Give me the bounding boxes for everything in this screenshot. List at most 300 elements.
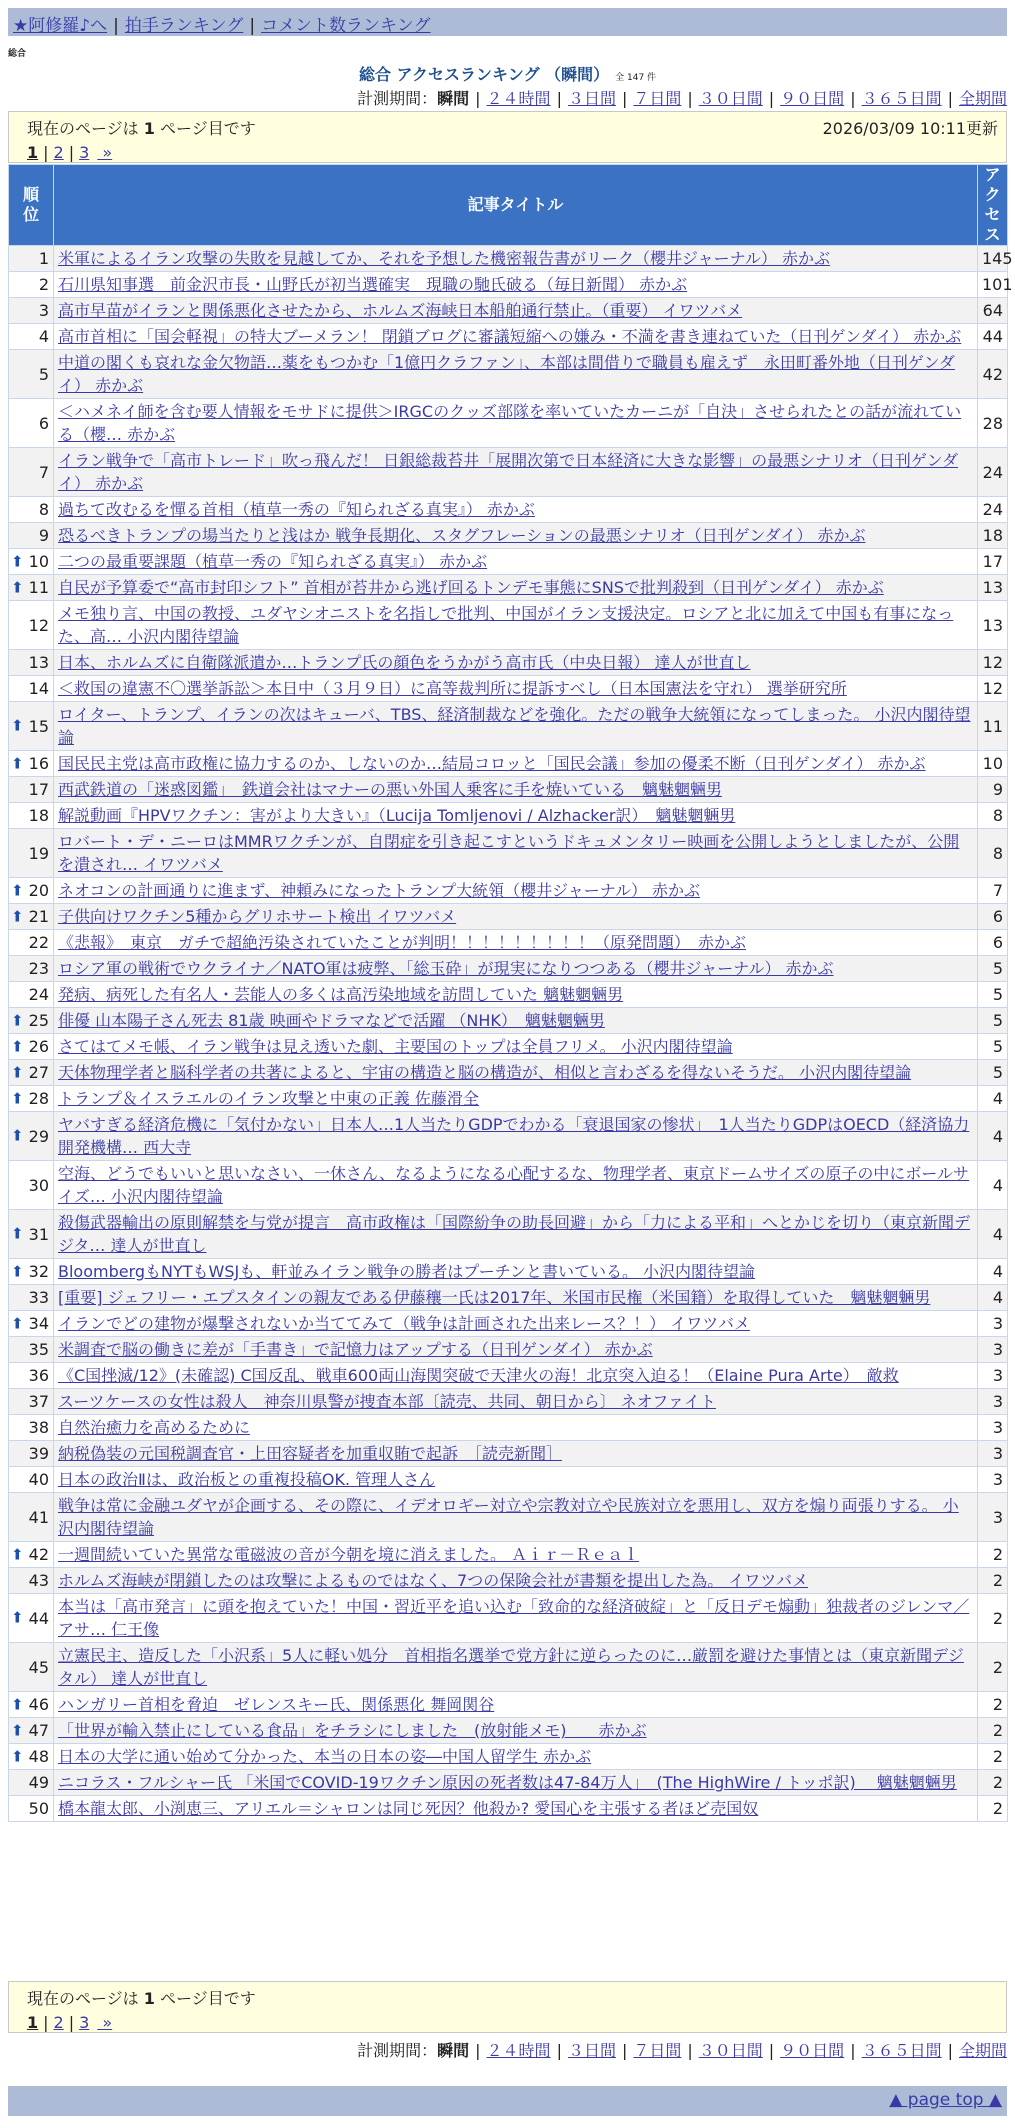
article-title-link[interactable]: 「世界が輸入禁止にしている食品」をチラシにしました (放射能メモ) 赤かぶ	[58, 1721, 647, 1740]
top-nav-bar	[8, 8, 1007, 36]
article-title-link[interactable]: ロバート・デ・ニーロはMMRワクチンが、自閉症を引き起こすというドキュメンタリー映画を公開しようとしましたが、公開を潰され… イワツバメ	[58, 832, 960, 874]
period-link[interactable]: ３０日間	[698, 89, 763, 108]
rank-number: 15	[28, 716, 49, 736]
page-title	[0, 62, 1015, 85]
current-page-suffix: ページ目です	[154, 119, 256, 138]
rank-cell	[9, 324, 54, 350]
article-title-link[interactable]: 日本の大学に通い始めて分かった、本当の日本の姿―中国人留学生 赤かぶ	[58, 1747, 592, 1766]
period-link[interactable]: ３０日間	[698, 2041, 763, 2060]
article-title-link[interactable]: 《悲報》 東京 ガチで超絶汚染されていたことが判明！！！！！！！！！（原発問題） 赤かぶ	[58, 933, 747, 952]
title-cell	[54, 956, 978, 982]
access-count: 18	[978, 523, 1008, 549]
period-separator: |	[556, 2041, 562, 2060]
table-row	[9, 1744, 1008, 1770]
article-title-link[interactable]: イラン戦争で「高市トレード」吹っ飛んだ！ 日銀総裁苔井「展開次第で日本経済に大きな影響」の最悪シナリオ（日刊ゲンダイ） 赤かぶ	[58, 451, 958, 493]
rank-cell	[9, 1796, 54, 1822]
access-count: 12	[978, 650, 1008, 676]
rank-header	[9, 165, 54, 246]
article-title-link[interactable]: メモ独り言、中国の教授、ユダヤシオニストを名指しで批判、中国がイラン支援決定。ロシアと北に加えて中国も有事になった、高… 小沢内閣待望論	[58, 604, 954, 646]
table-row	[9, 1363, 1008, 1389]
access-count: 3	[978, 1389, 1008, 1415]
rank-cell	[9, 777, 54, 803]
comment-ranking-link[interactable]: コメント数ランキング	[261, 16, 431, 36]
table-row	[9, 1060, 1008, 1086]
rank-cell	[9, 1692, 54, 1718]
rank-number: 50	[28, 1799, 49, 1818]
period-link[interactable]: ９０日間	[780, 2041, 845, 2060]
table-row	[9, 751, 1008, 777]
rank-cell	[9, 298, 54, 324]
title-cell	[54, 1337, 978, 1363]
title-cell	[54, 1441, 978, 1467]
table-row	[9, 1594, 1008, 1643]
page-link[interactable]: 3	[79, 143, 90, 162]
rank-cell	[9, 601, 54, 650]
rank-up-arrow-icon: ⬆	[11, 578, 24, 596]
article-title-link[interactable]: 日本の政治Ⅱは、政治板との重複投稿OK. 管理人さん	[58, 1470, 436, 1489]
rank-cell	[9, 803, 54, 829]
rank-up-arrow-icon: ⬆	[11, 1545, 24, 1563]
period-separator: |	[621, 2041, 628, 2060]
access-count: 4	[978, 1161, 1008, 1210]
rank-cell	[9, 246, 54, 272]
rank-cell	[9, 350, 54, 399]
access-count: 6	[978, 904, 1008, 930]
access-count: 3	[978, 1311, 1008, 1337]
article-title-link[interactable]: 天体物理学者と脳科学者の共著によると、宇宙の構造と脳の構造が、相似と言わざるを得ないそうだ。 小沢内閣待望論	[58, 1063, 912, 1082]
title-cell	[54, 829, 978, 878]
access-count: 5	[978, 1060, 1008, 1086]
rank-cell	[9, 1008, 54, 1034]
article-title-link[interactable]: 一週間続いていた異常な電磁波の音が今朝を境に消えました。 Ａｉｒ－Ｒｅａｌ	[58, 1545, 640, 1564]
article-title-link[interactable]: 高市早苗がイランと関係悪化させたから、ホルムズ海峡日本船舶通行禁止。（重要） イワツバメ	[58, 301, 743, 320]
current-page-text	[27, 1986, 988, 2009]
period-link[interactable]: ２４時間	[486, 2041, 551, 2060]
table-header-row	[9, 165, 1008, 246]
rank-number: 37	[28, 1392, 49, 1411]
rank-up-arrow-icon: ⬆	[11, 552, 24, 570]
access-count: 4	[978, 1086, 1008, 1112]
rank-cell	[9, 1441, 54, 1467]
table-row	[9, 1034, 1008, 1060]
period-link[interactable]: ３６５日間	[861, 89, 942, 108]
period-link[interactable]: ３日間	[567, 89, 616, 108]
pager-top	[8, 111, 1007, 163]
rank-number: 19	[28, 843, 49, 863]
rank-cell	[9, 1744, 54, 1770]
article-title-link[interactable]: 過ちて改むるを憚る首相（植草一秀の『知られざる真実』） 赤かぶ	[58, 500, 535, 519]
table-row	[9, 1796, 1008, 1822]
rank-number: 2	[38, 275, 49, 294]
title-cell	[54, 904, 978, 930]
article-title-link[interactable]: ハンガリー首相を脅迫 ゼレンスキー氏、関係悪化 舞岡関谷	[58, 1695, 495, 1714]
table-row	[9, 575, 1008, 601]
access-count: 24	[978, 497, 1008, 523]
table-row	[9, 549, 1008, 575]
page-link[interactable]: 3	[79, 2013, 90, 2032]
rank-cell	[9, 1389, 54, 1415]
access-count: 4	[978, 1112, 1008, 1161]
rank-number: 33	[28, 1288, 49, 1307]
table-row	[9, 829, 1008, 878]
rank-cell	[9, 1311, 54, 1337]
access-count: 2	[978, 1770, 1008, 1796]
article-title-link[interactable]: 《C国挫滅/12》(未確認) C国反乱、戦車600両山海関突破で天津火の海！北京突入迫る！（Elaine Pura Arte） 敵救	[58, 1366, 899, 1385]
current-page-number: 1	[143, 119, 155, 138]
article-title-link[interactable]: ニコラス・フルシャー氏 「米国でCOVID-19ワクチン原因の死者数は47-84万人」 (The HighWire / トッポ訳) 魑魅魍魎男	[58, 1773, 957, 1792]
page-link-current: 1	[27, 2013, 39, 2032]
period-selector-bottom	[357, 2038, 1007, 2061]
title-cell	[54, 1467, 978, 1493]
next-page-link[interactable]: »	[97, 143, 113, 162]
table-row	[9, 1770, 1008, 1796]
rank-cell	[9, 829, 54, 878]
table-row	[9, 350, 1008, 399]
title-cell	[54, 878, 978, 904]
period-separator: |	[621, 89, 628, 108]
rank-number: 12	[28, 615, 49, 635]
title-cell	[54, 246, 978, 272]
title-cell	[54, 982, 978, 1008]
rank-number: 32	[28, 1262, 49, 1281]
article-title-link[interactable]: 二つの最重要課題（植草一秀の『知られざる真実』） 赤かぶ	[58, 552, 488, 571]
article-title-link[interactable]: スーツケースの女性は殺人 神奈川県警が捜査本部〔読売、共同、朝日から〕 ネオファイト	[58, 1392, 716, 1411]
title-cell	[54, 575, 978, 601]
period-separator: |	[850, 89, 856, 108]
article-title-link[interactable]: ヤバすぎる経済危機に「気付かない」日本人…1人当たりGDPでわかる「衰退国家の惨状」 1人当たりGDPはOECD（経済協力開発機構… 西大寺	[58, 1115, 970, 1157]
access-count: 3	[978, 1363, 1008, 1389]
access-count: 5	[978, 1034, 1008, 1060]
access-count: 4	[978, 1285, 1008, 1311]
table-row	[9, 930, 1008, 956]
rank-cell	[9, 497, 54, 523]
article-title-link[interactable]: ＜ハメネイ師を含む要人情報をモサドに提供＞IRGCのクッズ部隊を率いていたカーニが「自決」させられたとの話が流れている（櫻… 赤かぶ	[58, 402, 962, 444]
article-title-link[interactable]: さてはてメモ帳、イラン戦争は見え透いた劇、主要国のトップは全員フリメ。 小沢内閣待望論	[58, 1037, 733, 1056]
rank-number: 17	[28, 780, 49, 799]
access-count: 2	[978, 1643, 1008, 1692]
rank-cell	[9, 1643, 54, 1692]
title-cell	[54, 399, 978, 448]
rank-up-arrow-icon: ⬆	[11, 1126, 24, 1145]
article-title-link[interactable]: 空海、どうでもいいと思いなさい、一休さん、なるようになる心配するな、物理学者、東京ドームサイズの原子の中にボールサイズ… 小沢内閣待望論	[58, 1164, 970, 1206]
rank-cell	[9, 1718, 54, 1744]
rank-up-arrow-icon: ⬆	[11, 1037, 24, 1055]
table-row	[9, 246, 1008, 272]
title-cell	[54, 1692, 978, 1718]
period-link[interactable]: ３日間	[567, 2041, 616, 2060]
title-cell	[54, 448, 978, 497]
title-cell	[54, 803, 978, 829]
title-cell	[54, 549, 978, 575]
table-row	[9, 650, 1008, 676]
rank-cell	[9, 1034, 54, 1060]
article-title-link[interactable]: 自民が予算委で“高市封印シフト” 首相が苔井から逃げ回るトンデモ事態にSNSで批判殺到（日刊ゲンダイ） 赤かぶ	[58, 578, 884, 597]
title-cell	[54, 1034, 978, 1060]
rank-cell	[9, 549, 54, 575]
article-title-link[interactable]: トランプ＆イスラエルのイラン攻撃と中東の正義 佐藤滑全	[58, 1089, 479, 1108]
article-title-link[interactable]: 中道の閣くも哀れな金欠物語…薬をもつかむ「1億円クラファン」、本部は間借りで職員も雇えず 永田町番外地（日刊ゲンダイ） 赤かぶ	[58, 353, 955, 395]
period-link[interactable]: 全期間	[958, 89, 1007, 108]
rank-number: 26	[28, 1037, 49, 1056]
title-cell	[54, 601, 978, 650]
title-cell	[54, 930, 978, 956]
rank-up-arrow-icon: ⬆	[11, 1224, 24, 1243]
article-title-link[interactable]: イランでどの建物が爆撃されないか当ててみて（戦争は計画された出来レース？！） イワツバメ	[58, 1314, 750, 1333]
access-count: 6	[978, 930, 1008, 956]
table-row	[9, 1285, 1008, 1311]
title-cell	[54, 1259, 978, 1285]
rank-cell	[9, 1112, 54, 1161]
access-count: 5	[978, 956, 1008, 982]
access-count: 12	[978, 676, 1008, 702]
nav-separator: |	[113, 16, 119, 36]
title-cell	[54, 1718, 978, 1744]
page-links	[27, 143, 988, 162]
table-row	[9, 676, 1008, 702]
title-cell	[54, 702, 978, 751]
page-top-link[interactable]: ▲ page top ▲	[889, 2090, 1002, 2110]
rank-up-arrow-icon: ⬆	[11, 907, 24, 925]
period-separator: |	[687, 89, 693, 108]
article-title-link[interactable]: ホルムズ海峡が閉鎖したのは攻撃によるものではなく、7つの保険会社が書類を提出した為。 イワツバメ	[58, 1571, 808, 1590]
access-count: 145	[978, 246, 1008, 272]
title-cell	[54, 1389, 978, 1415]
access-count: 7	[978, 878, 1008, 904]
rank-up-arrow-icon: ⬆	[11, 1721, 24, 1739]
table-row	[9, 878, 1008, 904]
rank-header-label: 順 位	[22, 185, 39, 224]
article-title-link[interactable]: ロイター、トランプ、イランの次はキューバ、TBS、経済制裁などを強化。ただの戦争大統領になってしまった。 小沢内閣待望論	[58, 705, 971, 747]
rank-number: 27	[28, 1063, 49, 1082]
rank-number: 23	[28, 959, 49, 978]
rank-up-arrow-icon: ⬆	[11, 1314, 24, 1332]
title-cell	[54, 676, 978, 702]
table-row	[9, 1493, 1008, 1542]
pager-bottom	[8, 1981, 1007, 2033]
article-title-link[interactable]: ネオコンの計画通りに進まず、神頼みになったトランプ大統領（櫻井ジャーナル） 赤かぶ	[58, 881, 701, 900]
table-row	[9, 601, 1008, 650]
article-title-link[interactable]: 本当は「高市発言」に頭を抱えていた！中国・習近平を追い込む「致命的な経済破綻」と「反日デモ煽動」独裁者のジレンマ／アサ… 仁王像	[58, 1597, 970, 1639]
article-title-link[interactable]: 石川県知事選 前金沢市長・山野氏が初当選確実 現職の馳氏破る（毎日新聞） 赤かぶ	[58, 275, 688, 294]
article-title-link[interactable]: 俳優 山本陽子さん死去 81歳 映画やドラマなどで活躍 （NHK） 魑魅魍魎男	[58, 1011, 605, 1030]
article-title-link[interactable]: 立憲民主、造反した「小沢系」5人に軽い処分 首相指名選挙で党方針に逆らったのに…厳罰を避けた事情とは（東京新聞デジタル） 達人が世直し	[58, 1646, 964, 1688]
access-count: 8	[978, 803, 1008, 829]
rank-number: 5	[38, 364, 49, 384]
rank-cell	[9, 523, 54, 549]
rank-number: 30	[28, 1175, 49, 1195]
title-cell	[54, 777, 978, 803]
title-cell	[54, 1415, 978, 1441]
access-count: 2	[978, 1744, 1008, 1770]
page-separator: |	[43, 143, 49, 162]
access-count: 2	[978, 1796, 1008, 1822]
article-title-link[interactable]: 国民民主党は高市政権に協力するのか、しないのか…結局コロッと「国民会議」参加の優柔不断（日刊ゲンダイ） 赤かぶ	[58, 754, 926, 773]
period-link[interactable]: ２４時間	[486, 89, 551, 108]
period-current: 瞬間	[437, 2041, 470, 2060]
title-cell	[54, 1060, 978, 1086]
article-title-link[interactable]: 殺傷武器輸出の原則解禁を与党が提言 高市政権は「国際紛争の助長回避」から「力による平和」へとかじを切り（東京新聞デジタ… 達人が世直し	[58, 1213, 971, 1255]
table-row	[9, 1086, 1008, 1112]
table-row	[9, 1542, 1008, 1568]
rank-cell	[9, 1568, 54, 1594]
article-title-link[interactable]: 納税偽装の元国税調査官・上田容疑者を加重収賄で起訴 ［読売新聞］	[58, 1444, 563, 1463]
period-link[interactable]: 全期間	[958, 2041, 1007, 2060]
article-title-link[interactable]: 橋本龍太郎、小渕恵三、アリエル＝シャロンは同じ死因？他殺か? 愛国心を主張する者ほど売国奴	[58, 1799, 759, 1818]
access-count: 24	[978, 448, 1008, 497]
table-row	[9, 803, 1008, 829]
period-label: 計測期間：	[357, 2041, 438, 2060]
period-label: 計測期間：	[357, 89, 438, 108]
access-count: 2	[978, 1594, 1008, 1643]
title-cell	[54, 1542, 978, 1568]
rank-up-arrow-icon: ⬆	[11, 1747, 24, 1765]
rank-number: 28	[28, 1089, 49, 1108]
access-count: 13	[978, 601, 1008, 650]
rank-number: 21	[28, 907, 49, 926]
access-header	[978, 165, 1008, 246]
table-row	[9, 1568, 1008, 1594]
article-title-link[interactable]: 高市首相に「国会軽視」の特大ブーメラン！ 閉鎖ブログに審議短縮への嫌み・不満を書き連ねていた（日刊ゲンダイ） 赤かぶ	[58, 327, 962, 346]
table-row	[9, 1210, 1008, 1259]
access-count: 64	[978, 298, 1008, 324]
table-row	[9, 904, 1008, 930]
article-title-link[interactable]: 米調査で脳の働きに差が「手書き」で記憶力はアップする（日刊ゲンダイ） 赤かぶ	[58, 1340, 653, 1359]
rank-up-arrow-icon: ⬆	[11, 1695, 24, 1713]
current-page-prefix: 現在のページは	[27, 1989, 144, 2008]
rank-number: 46	[28, 1695, 49, 1714]
rank-number: 1	[38, 249, 49, 268]
article-title-link[interactable]: 発病、病死した有名人・芸能人の多くは高汚染地域を訪問していた 魑魅魍魎男	[58, 985, 624, 1004]
article-title-link[interactable]: 自然治癒力を高めるために	[58, 1418, 251, 1437]
table-row	[9, 1441, 1008, 1467]
title-cell	[54, 272, 978, 298]
rank-up-arrow-icon: ⬆	[11, 716, 24, 735]
article-title-link[interactable]: 西武鉄道の「迷惑図鑑」 鉄道会社はマナーの悪い外国人乗客に手を焼いている 魑魅魍魎男	[58, 780, 723, 799]
access-header-label: アク セス	[984, 165, 1001, 244]
rank-cell	[9, 1285, 54, 1311]
rank-number: 4	[38, 327, 49, 346]
rank-cell	[9, 676, 54, 702]
title-cell	[54, 324, 978, 350]
period-link[interactable]: ９０日間	[780, 89, 845, 108]
page-link[interactable]: 2	[53, 143, 64, 162]
page-link[interactable]: 2	[53, 2013, 64, 2032]
period-separator: |	[947, 2041, 953, 2060]
period-separator: |	[687, 2041, 693, 2060]
rank-number: 14	[28, 679, 49, 698]
rank-number: 48	[28, 1747, 49, 1766]
rank-number: 47	[28, 1721, 49, 1740]
article-title-link[interactable]: BloombergもNYTもWSJも、軒並みイラン戦争の勝者はプーチンと書いている。 小沢内閣待望論	[58, 1262, 756, 1281]
rank-number: 24	[28, 985, 49, 1004]
rank-number: 13	[28, 653, 49, 672]
rank-number: 29	[28, 1126, 49, 1146]
rank-cell	[9, 1493, 54, 1542]
title-cell	[54, 1086, 978, 1112]
rank-up-arrow-icon: ⬆	[11, 1063, 24, 1081]
access-count: 10	[978, 751, 1008, 777]
table-row	[9, 1259, 1008, 1285]
rank-number: 22	[28, 933, 49, 952]
updated-timestamp: 2026/03/09 10:11更新	[822, 119, 998, 138]
table-row	[9, 298, 1008, 324]
article-title-link[interactable]: ロシア軍の戦術でウクライナ／NATO軍は疲弊、「総玉砕」が現実になりつつある（櫻井ジャーナル） 赤かぶ	[58, 959, 834, 978]
title-cell	[54, 1744, 978, 1770]
access-count: 44	[978, 324, 1008, 350]
rank-cell	[9, 1161, 54, 1210]
rank-number: 3	[38, 301, 49, 320]
ranking-table	[8, 164, 1013, 1822]
title-cell	[54, 1493, 978, 1542]
period-separator: |	[475, 2041, 481, 2060]
period-link[interactable]: ３６５日間	[861, 2041, 942, 2060]
table-row	[9, 1112, 1008, 1161]
article-title-link[interactable]: 戦争は常に金融ユダヤが企画する、その際に、イデオロギー対立や宗教対立や民族対立を悪用し、双方を煽り両張りする。 小沢内閣待望論	[58, 1496, 959, 1538]
article-title-link[interactable]: 子供向けワクチン5種からグリホサート検出 イワツバメ	[58, 907, 457, 926]
title-cell	[54, 1643, 978, 1692]
access-count: 101	[978, 272, 1008, 298]
article-title-link[interactable]: 日本、ホルムズに自衛隊派遣か…トランプ氏の顔色をうかがう高市氏（中央日報） 達人が世直し	[58, 653, 751, 672]
rank-cell	[9, 904, 54, 930]
period-link[interactable]: ７日間	[633, 2041, 682, 2060]
access-count: 5	[978, 982, 1008, 1008]
table-row	[9, 1311, 1008, 1337]
bottom-bar	[8, 2086, 1007, 2116]
home-link[interactable]: ★阿修羅♪へ	[13, 16, 108, 36]
ranking-title: 総合 アクセスランキング （瞬間）	[358, 65, 610, 84]
access-count: 2	[978, 1542, 1008, 1568]
title-cell	[54, 1161, 978, 1210]
access-count: 3	[978, 1493, 1008, 1542]
article-title-link[interactable]: 解説動画『HPVワクチン：害がより大きい』（Lucija Tomljenovi / Alzhacker訳） 魑魅魍魎男	[58, 806, 736, 825]
access-count: 3	[978, 1467, 1008, 1493]
category-label: 総合	[8, 49, 27, 59]
table-row	[9, 448, 1008, 497]
rank-up-arrow-icon: ⬆	[11, 1089, 24, 1107]
rank-number: 31	[28, 1224, 49, 1244]
article-title-link[interactable]: [重要] ジェフリー・エプスタインの親友である伊藤穰一氏は2017年、米国市民権（米国籍）を取得していた 魑魅魍魎男	[58, 1288, 931, 1307]
rank-cell	[9, 1594, 54, 1643]
next-page-link[interactable]: »	[97, 2013, 113, 2032]
rank-cell	[9, 1467, 54, 1493]
article-title-link[interactable]: 恐るべきトランプの場当たりと浅はか 戦争長期化、スタグフレーションの最悪シナリオ（日刊ゲンダイ） 赤かぶ	[58, 526, 866, 545]
access-count: 3	[978, 1415, 1008, 1441]
article-title-link[interactable]: 米軍によるイラン攻撃の失敗を見越してか、それを予想した機密報告書がリーク（櫻井ジャーナル） 赤かぶ	[58, 249, 830, 268]
table-row	[9, 702, 1008, 751]
access-count: 11	[978, 702, 1008, 751]
period-link[interactable]: ７日間	[633, 89, 682, 108]
rank-cell	[9, 1415, 54, 1441]
rank-cell	[9, 878, 54, 904]
rank-number: 34	[28, 1314, 49, 1333]
applause-ranking-link[interactable]: 拍手ランキング	[124, 16, 244, 36]
access-count: 28	[978, 399, 1008, 448]
period-separator: |	[768, 2041, 775, 2060]
table-row	[9, 324, 1008, 350]
rank-cell	[9, 1259, 54, 1285]
title-cell	[54, 1770, 978, 1796]
article-title-link[interactable]: ＜救国の違憲不〇選挙訴訟＞本日中（３月９日）に高等裁判所に提訴すべし（日本国憲法を守れ） 選挙研究所	[58, 679, 847, 698]
rank-cell	[9, 1060, 54, 1086]
rank-cell	[9, 1210, 54, 1259]
rank-cell	[9, 1337, 54, 1363]
rank-number: 20	[28, 881, 49, 900]
rank-number: 40	[28, 1470, 49, 1489]
access-count: 2	[978, 1568, 1008, 1594]
current-page-suffix: ページ目です	[154, 1989, 256, 2008]
table-row	[9, 497, 1008, 523]
title-cell	[54, 1210, 978, 1259]
